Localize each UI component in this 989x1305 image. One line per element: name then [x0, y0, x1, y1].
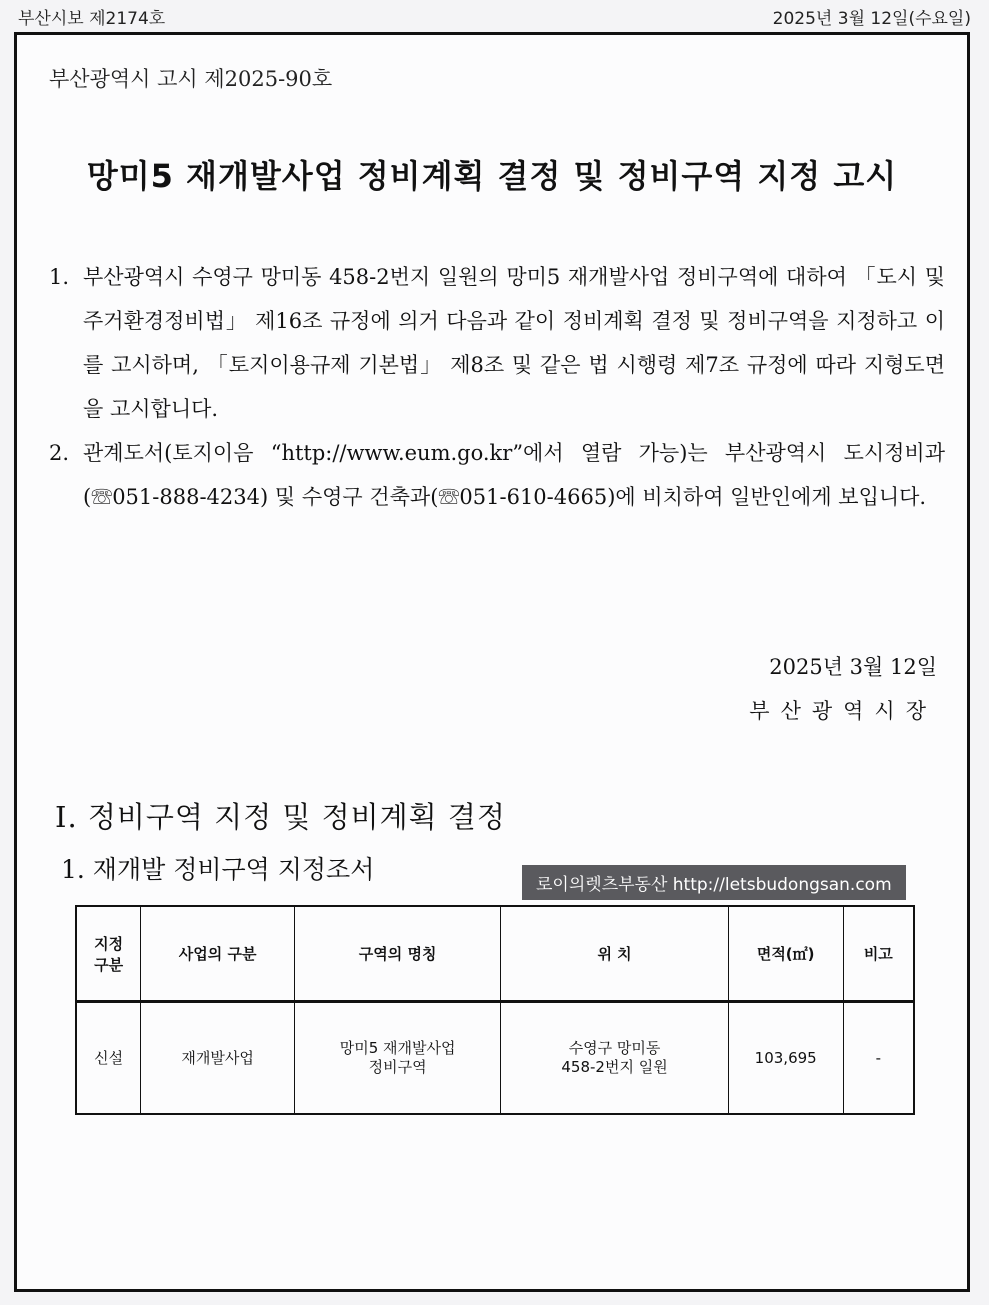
cell-project-type: 재개발사업: [141, 1002, 295, 1115]
table-header-row: [76, 906, 914, 1002]
header-remarks: 비고: [843, 906, 914, 1002]
watermark-banner: 로이의렛츠부동산 http://letsbudongsan.com: [522, 865, 906, 900]
notice-number: 부산광역시 고시 제2025-90호: [49, 67, 333, 91]
notice-item-2: [47, 431, 945, 519]
table-row: [76, 1002, 914, 1115]
signer-name: 부산광역시장: [749, 699, 937, 723]
item-text: 부산광역시 수영구 망미동 458-2번지 일원의 망미5 재개발사업 정비구역에 대하여 「도시 및 주거환경정비법」 제16조 규정에 의거 다음과 같이 정비계획 결정 및 정비구역을 지정하고 이를 고시하며, 「토지이용규제 기본법」 제8조 및 같은 법 시행령 제7조 규정에 따라 지형도면을 고시합니다.: [83, 265, 945, 421]
document-frame: [14, 32, 970, 1292]
header-area: 면적(㎡): [728, 906, 843, 1002]
header-project-type: 사업의 구분: [141, 906, 295, 1002]
section-subtitle: 1. 재개발 정비구역 지정조서: [61, 855, 375, 884]
item-number: 1.: [49, 265, 70, 289]
section-title: Ⅰ. 정비구역 지정 및 정비계획 결정: [55, 800, 506, 834]
gazette-date: 2025년 3월 12일(수요일): [772, 9, 971, 29]
header-location: 위 치: [501, 906, 728, 1002]
page-title: 망미5 재개발사업 정비계획 결정 및 정비구역 지정 고시: [86, 157, 898, 195]
cell-designation-type: 신설: [76, 1002, 141, 1115]
header-zone-name: 구역의 명칭: [294, 906, 500, 1002]
cell-area: 103,695: [728, 1002, 843, 1115]
notice-item-1: [47, 255, 945, 431]
item-text: 관계도서(토지이음 “http://www.eum.go.kr”에서 열람 가능)는 부산광역시 도시정비과(☏051-888-4234) 및 수영구 건축과(☏051-610-4665)에 비치하여 일반인에게 보입니다.: [83, 441, 945, 509]
cell-remarks: -: [843, 1002, 914, 1115]
notice-body: [47, 255, 945, 519]
gazette-number: 부산시보 제2174호: [18, 9, 166, 29]
signature-date: 2025년 3월 12일: [769, 655, 937, 679]
cell-location: 수영구 망미동 458-2번지 일원: [501, 1002, 728, 1115]
cell-zone-name: 망미5 재개발사업 정비구역: [294, 1002, 500, 1115]
zone-designation-table: [75, 905, 915, 1115]
item-number: 2.: [49, 441, 70, 465]
header-designation-type: 지정 구분: [76, 906, 141, 1002]
